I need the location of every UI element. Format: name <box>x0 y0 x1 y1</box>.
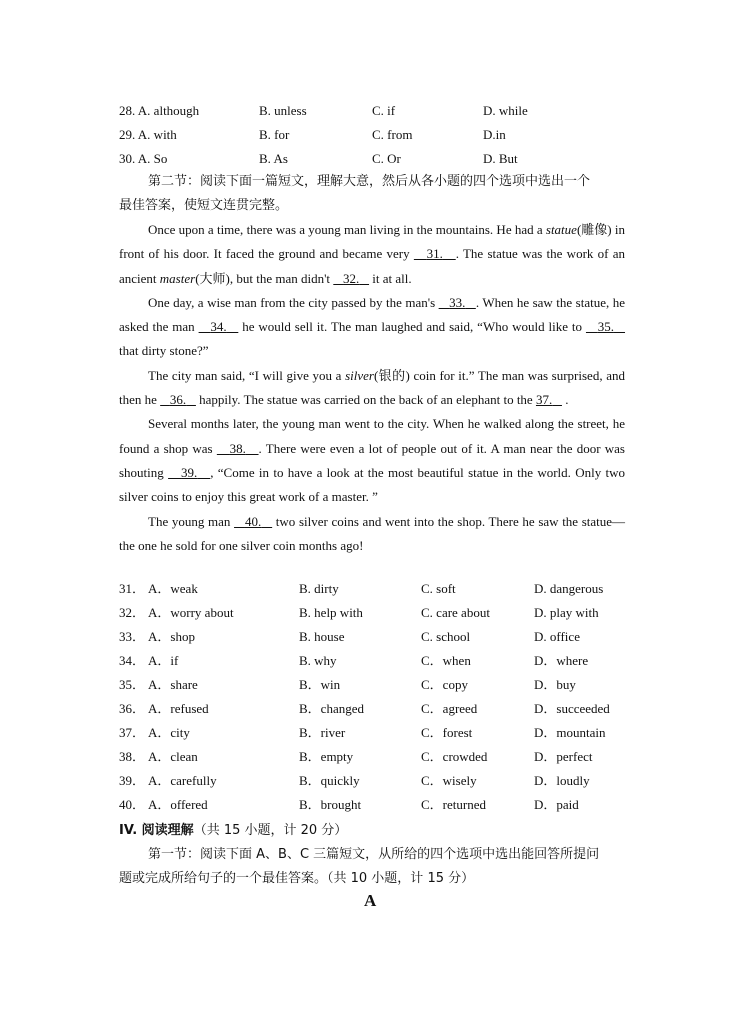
option-c: C．agreed <box>421 701 478 716</box>
option-d: D．buy <box>534 677 576 692</box>
option-c: C．when <box>421 653 471 668</box>
section4-score: （共 15 小题，计 20 分） <box>193 823 348 838</box>
option-b: B. help with <box>299 605 363 620</box>
q30-c: C. Or <box>372 151 401 166</box>
passage-paragraph-5: The young man 40. two silver coins and went into the shop. There he saw the statue—the one he sold for one silver coin months ago! <box>119 513 626 553</box>
option-c: C. soft <box>421 581 456 596</box>
passage-paragraph-2: One day, a wise man from the city passed by the man's 33. . When he saw the statue, he asked the man 34. he would sell it. The man laughed and said, “Who would like to 35. that dirty stone?” <box>119 294 625 359</box>
option-d: D．perfect <box>534 749 593 764</box>
option-a: A．weak <box>148 581 198 596</box>
option-c: C. care about <box>421 605 490 620</box>
passage-paragraph-4: Several months later, the young man went to the city. When he walked along the street, he found a shop was 38. . There were even a lot of people out of it. A man near the door was shouting 39. , “Come in to have a look at the most beautiful statue in the world. Only two silver coins to enjoy this great work of a master. ” <box>119 416 626 505</box>
option-a: A．worry about <box>148 605 234 620</box>
blank-33: 33. <box>449 294 466 310</box>
option-c: C．returned <box>421 797 486 812</box>
q29-d: D.in <box>483 127 506 142</box>
passage-label: A <box>364 891 377 910</box>
option-a: A．share <box>148 677 198 692</box>
option-d: D．mountain <box>534 725 606 740</box>
blank-35: 35. <box>597 319 614 335</box>
section4-heading <box>119 821 347 840</box>
option-b: B．brought <box>299 797 362 812</box>
option-c: C．copy <box>421 677 468 692</box>
option-b: B. dirty <box>299 581 339 596</box>
passage-paragraph-3: The city man said, “I will give you a silver(银的) coin for it.” The man was surprised, and then he 36. happily. The statue was carried on the back of an elephant to the 37. . <box>119 367 625 408</box>
q29-a: 29. A. with <box>119 127 177 142</box>
option-a: A．clean <box>148 749 198 764</box>
section4-intro-line2: 题或完成所给句子的一个最佳答案。（共 10 小题，计 15 分） <box>119 871 475 886</box>
section2-intro-line2: 最佳答案，使短文连贯完整。 <box>119 198 289 213</box>
q29-b: B. for <box>259 127 290 142</box>
q30-a: 30. A. So <box>119 151 168 166</box>
blank-40: 40. <box>244 513 262 529</box>
option-d: D．paid <box>534 797 579 812</box>
question-number: 35． <box>119 677 146 692</box>
q28-d: D. while <box>483 103 528 118</box>
blank-37: 37. <box>535 392 553 408</box>
blank-36: 36. <box>169 392 187 408</box>
question-number: 37． <box>119 725 146 740</box>
q28-a: 28. A. although <box>119 103 200 118</box>
question-number: 32． <box>119 605 146 620</box>
option-d: D. office <box>534 629 580 644</box>
question-number: 39． <box>119 773 146 788</box>
question-number: 31． <box>119 581 146 596</box>
option-b: B．changed <box>299 701 364 716</box>
section4-title: IV. 阅读理解 <box>119 823 194 838</box>
option-b: B. house <box>299 629 345 644</box>
option-d: D．where <box>534 653 589 668</box>
option-a: A．carefully <box>148 773 217 788</box>
option-c: C．wisely <box>421 773 477 788</box>
blank-32: 32. <box>343 270 360 286</box>
option-a: A．offered <box>148 797 208 812</box>
q29-c: C. from <box>372 127 413 142</box>
option-b: B．quickly <box>299 773 360 788</box>
q30-d: D. But <box>483 151 518 166</box>
cloze-passage <box>119 218 625 558</box>
option-c: C．forest <box>421 725 473 740</box>
question-number: 34． <box>119 653 146 668</box>
question-number: 38． <box>119 749 146 764</box>
option-d: D. play with <box>534 605 599 620</box>
question-number: 33． <box>119 629 146 644</box>
question-number: 36． <box>119 701 146 716</box>
option-c: C．crowded <box>421 749 488 764</box>
option-a: A．shop <box>148 629 195 644</box>
option-d: D．loudly <box>534 773 590 788</box>
option-b: B. why <box>299 653 337 668</box>
question-number: 40． <box>119 797 146 812</box>
blank-31: 31. <box>426 246 443 262</box>
passage-paragraph-1: Once upon a time, there was a young man living in the mountains. He had a statue(雕像) in front of his door. It faced the ground and became very 31. . The statue was the work of an ancient master(大师), but the man didn't 32. it at all. <box>119 222 626 286</box>
option-b: B．empty <box>299 749 354 764</box>
option-b: B．river <box>299 725 346 740</box>
option-c: C. school <box>421 629 471 644</box>
blank-38: 38. <box>229 440 246 456</box>
option-d: D. dangerous <box>534 581 604 596</box>
q28-b: B. unless <box>259 103 307 118</box>
blank-39: 39. <box>181 464 198 480</box>
option-a: A．if <box>148 653 179 668</box>
option-a: A．city <box>148 725 190 740</box>
option-b: B．win <box>299 677 341 692</box>
q30-b: B. As <box>259 151 288 166</box>
section4-intro-line1: 第一节：阅读下面 A、B、C 三篇短文，从所给的四个选项中选出能回答所提问 <box>148 847 600 862</box>
blank-34: 34. <box>210 319 227 335</box>
option-d: D．succeeded <box>534 701 610 716</box>
section2-intro-line1: 第二节：阅读下面一篇短文，理解大意，然后从各小题的四个选项中选出一个 <box>148 174 591 189</box>
option-a: A．refused <box>148 701 209 716</box>
q28-c: C. if <box>372 103 396 118</box>
